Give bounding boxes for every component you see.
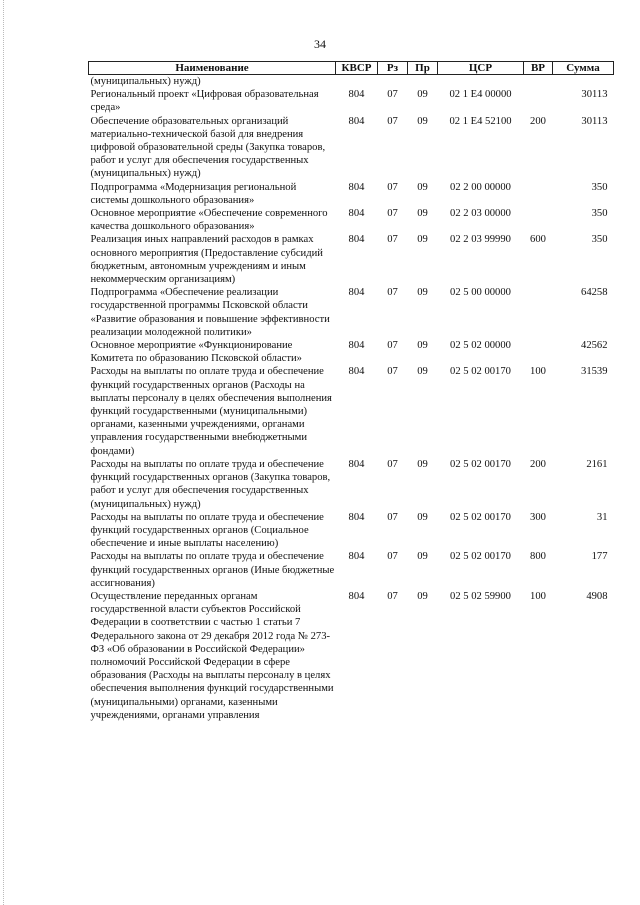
header-name: Наименование [89, 62, 336, 75]
cell-pr: 09 [417, 511, 428, 523]
cell-rz: 07 [387, 115, 398, 127]
cell-kvsr: 804 [348, 340, 365, 352]
cell-vr: 800 [530, 551, 546, 563]
table-row [89, 339, 614, 365]
cell-csr: 02 2 00 00000 [450, 181, 511, 193]
cell-sum: 350 [591, 234, 608, 246]
header-pr: Пр [408, 62, 438, 75]
budget-table-container [88, 61, 613, 722]
cell-vr: 100 [530, 366, 546, 378]
cell-rz: 07 [387, 340, 398, 352]
table-row [89, 115, 614, 181]
cell-name: Расходы на выплаты по оплате труда и обеспечение функций государственных органов (Социальное обеспечение и иные выплаты населению) [90, 511, 324, 550]
cell-sum: 42562 [581, 340, 608, 352]
cell-kvsr: 804 [348, 115, 365, 127]
cell-vr: 200 [530, 458, 546, 470]
cell-kvsr: 804 [348, 458, 365, 470]
cell-pr: 09 [417, 89, 428, 101]
cell-kvsr: 804 [348, 208, 365, 220]
cell-pr: 09 [417, 208, 428, 220]
cell-csr: 02 5 02 59900 [450, 590, 511, 602]
table-header-row [89, 62, 614, 75]
cell-sum: 31 [596, 511, 608, 523]
cell-pr: 09 [417, 340, 428, 352]
cell-kvsr: 804 [348, 551, 365, 563]
cell-pr: 09 [417, 458, 428, 470]
cell-pr: 09 [417, 590, 428, 602]
table-row [89, 88, 614, 114]
cell-sum [553, 75, 614, 89]
page-edge-line [3, 0, 5, 905]
cell-vr [524, 207, 553, 233]
cell-pr: 09 [417, 366, 428, 378]
table-row [89, 75, 614, 89]
cell-rz: 07 [387, 366, 398, 378]
cell-rz: 07 [387, 590, 398, 602]
cell-rz: 07 [387, 287, 398, 299]
cell-kvsr: 804 [348, 89, 365, 101]
cell-rz: 07 [387, 181, 398, 193]
cell-name: Основное мероприятие «Обеспечение современного качества дошкольного образования» [90, 208, 328, 233]
cell-vr [524, 75, 553, 89]
cell-sum: 30113 [581, 115, 608, 127]
cell-name: Осуществление переданных органам государственной власти субъектов Российской Федерации в соответствии с частью 1 статьи 7 Федерального закона от 29 декабря 2012 года № 273-ФЗ «Об образовании в Российской Федерации» полномочий Российской Федерации в сфере образования (Расходы на выплаты персоналу в целях обеспечения выполнения функций государственными (муниципальными) органами, казенными учреждениями, органами управления [90, 590, 334, 721]
budget-table [88, 61, 614, 722]
cell-sum: 31539 [581, 366, 608, 378]
cell-pr [408, 75, 438, 89]
cell-csr: 02 5 02 00170 [450, 458, 511, 470]
cell-vr [524, 88, 553, 114]
cell-rz [378, 75, 408, 89]
cell-sum: 64258 [581, 287, 608, 299]
cell-name: Основное мероприятие «Функционирование Комитета по образованию Псковской области» [90, 340, 302, 365]
page-number: 34 [314, 37, 326, 51]
cell-csr: 02 2 03 00000 [450, 208, 511, 220]
cell-sum: 350 [591, 181, 608, 193]
header-sum: Сумма [553, 62, 614, 75]
cell-name: Расходы на выплаты по оплате труда и обеспечение функций государственных органов (Иные бюджетные ассигнования) [90, 551, 335, 589]
cell-kvsr: 804 [348, 234, 365, 246]
cell-kvsr: 804 [348, 181, 365, 193]
table-row [89, 207, 614, 233]
cell-kvsr: 804 [348, 287, 365, 299]
cell-rz: 07 [387, 234, 398, 246]
cell-csr [438, 75, 524, 89]
cell-csr: 02 5 02 00170 [450, 366, 511, 378]
cell-pr: 09 [417, 287, 428, 299]
cell-pr: 09 [417, 181, 428, 193]
cell-pr: 09 [417, 234, 428, 246]
table-row [89, 550, 614, 590]
cell-name: (муниципальных) нужд) [90, 76, 201, 87]
table-row [89, 590, 614, 722]
cell-csr: 02 1 E4 52100 [449, 115, 512, 127]
cell-sum: 4908 [586, 590, 608, 602]
cell-kvsr: 804 [348, 366, 365, 378]
cell-vr: 100 [530, 590, 546, 602]
cell-sum: 30113 [581, 89, 608, 101]
cell-kvsr: 804 [348, 590, 365, 602]
cell-csr: 02 1 E4 00000 [449, 89, 512, 101]
cell-vr [524, 181, 553, 207]
cell-name: Расходы на выплаты по оплате труда и обеспечение функций государственных органов (Расходы на выплаты персоналу в целях обеспечения выполнения функций государственными (муниципальными) органами, казенными учреждениями, органами управления государственными внебюджетными фондами) [90, 366, 332, 457]
cell-name: Обеспечение образовательных организаций материально-технической базой для внедрения цифровой образовательной среды (Закупка товаров, работ и услуг для обеспечения государственных (муниципальных) нужд) [90, 115, 326, 180]
cell-csr: 02 5 02 00170 [450, 511, 511, 523]
table-row [89, 458, 614, 511]
cell-name: Региональный проект «Цифровая образовательная среда» [90, 89, 319, 114]
cell-sum: 177 [591, 551, 608, 563]
cell-pr: 09 [417, 115, 428, 127]
cell-vr [524, 286, 553, 339]
cell-rz: 07 [387, 208, 398, 220]
header-vr: ВР [524, 62, 553, 75]
cell-vr [524, 339, 553, 365]
cell-sum: 350 [591, 208, 608, 220]
cell-name: Подпрограмма «Модернизация региональной системы дошкольного образования» [90, 181, 297, 206]
cell-csr: 02 5 02 00170 [450, 551, 511, 563]
cell-rz: 07 [387, 511, 398, 523]
table-row [89, 511, 614, 551]
table-row [89, 286, 614, 339]
cell-sum: 2161 [586, 458, 608, 470]
table-body [89, 75, 614, 722]
header-rz: Рз [378, 62, 408, 75]
cell-vr: 600 [530, 234, 546, 246]
cell-kvsr [336, 75, 378, 89]
cell-csr: 02 2 03 99990 [450, 234, 511, 246]
cell-csr: 02 5 02 00000 [450, 340, 511, 352]
cell-rz: 07 [387, 458, 398, 470]
cell-rz: 07 [387, 89, 398, 101]
cell-vr: 200 [530, 115, 546, 127]
cell-name: Расходы на выплаты по оплате труда и обеспечение функций государственных органов (Закупка товаров, работ и услуг для обеспечения государственных (муниципальных) нужд) [90, 458, 331, 510]
header-kvsr: КВСР [336, 62, 378, 75]
table-row [89, 233, 614, 286]
table-row [89, 365, 614, 457]
cell-name: Реализация иных направлений расходов в рамках основного мероприятия (Предоставление субсидий бюджетным, автономным учреждениям и иным некоммерческим организациям) [90, 234, 323, 286]
header-csr: ЦСР [438, 62, 524, 75]
cell-pr: 09 [417, 551, 428, 563]
cell-vr: 300 [530, 511, 546, 523]
table-row [89, 181, 614, 207]
cell-name: Подпрограмма «Обеспечение реализации государственной программы Псковской области «Развитие образования и повышение эффективности реализации молодежной политики» [90, 287, 330, 338]
cell-csr: 02 5 00 00000 [450, 287, 511, 299]
cell-kvsr: 804 [348, 511, 365, 523]
cell-rz: 07 [387, 551, 398, 563]
